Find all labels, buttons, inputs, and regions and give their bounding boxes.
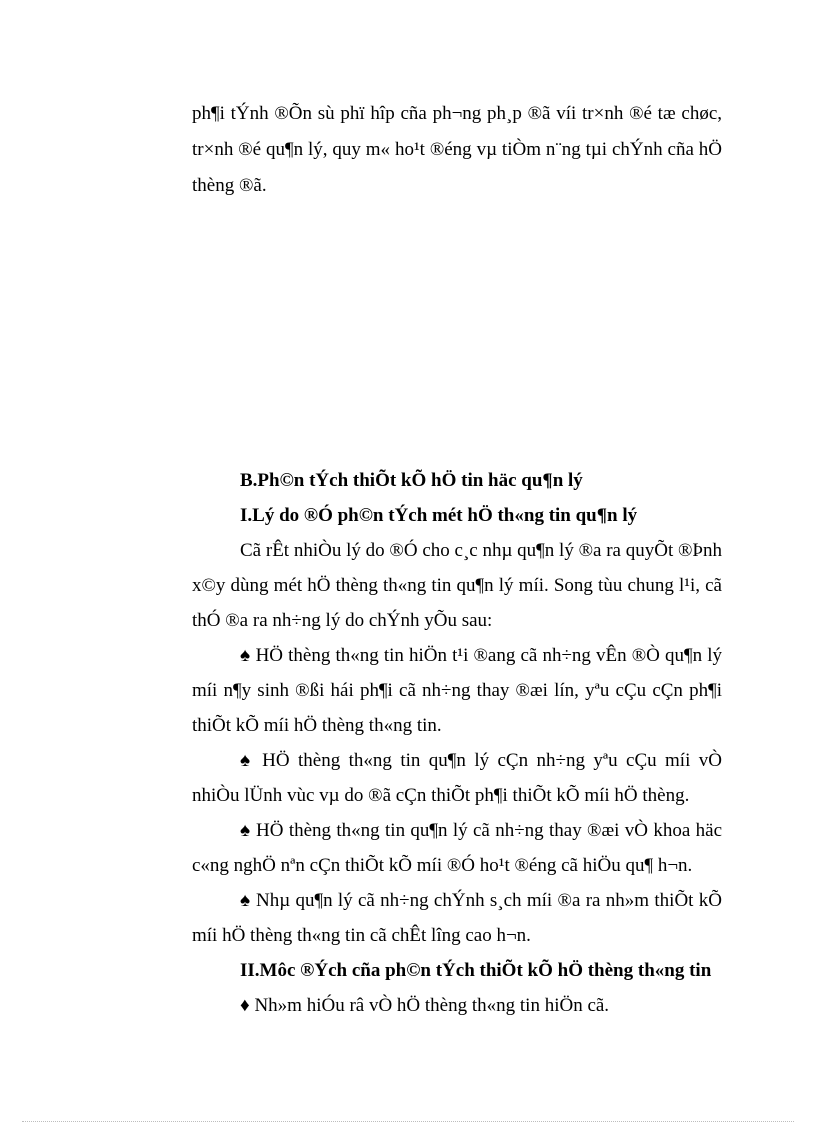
bullet-1-line-1: ♠ HÖ thèng th«ng tin hiÖn t¹i ®ang cã nh÷ng vÊn ®Ò qu¶n lý — [240, 645, 722, 666]
bullet-3-line-2: c«ng nghÖ nªn cÇn thiÕt kÕ míi ®Ó ho¹t ®éng cã hiÖu qu¶ h¬n. — [192, 855, 693, 876]
intro-line-3: thèng ®ã. — [192, 175, 267, 196]
intro-line-1: ph¶i tÝnh ®Õn sù phï hîp cña ph¬ng ph¸p ®ã víi tr×nh ®é tæ chøc, — [192, 103, 722, 124]
bullet-4-line-2: míi hÖ thèng th«ng tin cã chÊt lîng cao h¬n. — [192, 925, 531, 946]
diamond-bullet-1: ♦ Nh»m hiÓu râ vÒ hÖ thèng th«ng tin hiÖn cã. — [240, 995, 610, 1016]
bullet-1-line-3: thiÕt kÕ míi hÖ thèng th«ng tin. — [192, 715, 442, 736]
reasons-line-1: Cã rÊt nhiÒu lý do ®Ó cho c¸c nhµ qu¶n lý ®a ra quyÕt ®Þnh — [240, 540, 722, 561]
bullet-2-line-1: ♠ HÖ thèng th«ng tin qu¶n lý cÇn nh÷ng yªu cÇu míi vÒ — [240, 750, 722, 771]
bullet-3-line-1: ♠ HÖ thèng th«ng tin qu¶n lý cã nh÷ng thay ®æi vÒ khoa häc — [240, 820, 722, 841]
page-bottom-rule — [22, 1121, 794, 1122]
reasons-line-2: x©y dùng mét hÖ thèng th«ng tin qu¶n lý míi. Song tùu chung l¹i, cã — [192, 575, 722, 596]
intro-line-2: tr×nh ®é qu¶n lý, quy m« ho¹t ®éng vµ tiÒm n¨ng tµi chÝnh cña hÖ — [192, 139, 722, 160]
bullet-1-line-2: míi n¶y sinh ®ßi hái ph¶i cã nh÷ng thay ®æi lín, yªu cÇu cÇn ph¶i — [192, 680, 722, 701]
bullet-2-line-2: nhiÒu lÜnh vùc vµ do ®ã cÇn thiÕt ph¶i thiÕt kÕ míi hÖ thèng. — [192, 785, 690, 806]
heading-section-ii: II.Môc ®Ých cña ph©n tÝch thiÕt kÕ hÖ thèng th«ng tin — [240, 960, 712, 981]
reasons-line-3: thÓ ®a ra nh÷ng lý do chÝnh yÕu sau: — [192, 610, 493, 631]
bullet-4-line-1: ♠ Nhµ qu¶n lý cã nh÷ng chÝnh s¸ch míi ®a ra nh»m thiÕt kÕ — [240, 890, 722, 911]
heading-section-i: I.Lý do ®Ó ph©n tÝch mét hÖ th«ng tin qu¶n lý — [240, 505, 638, 526]
heading-section-b: B.Ph©n tÝch thiÕt kÕ hÖ tin häc qu¶n lý — [240, 470, 583, 491]
